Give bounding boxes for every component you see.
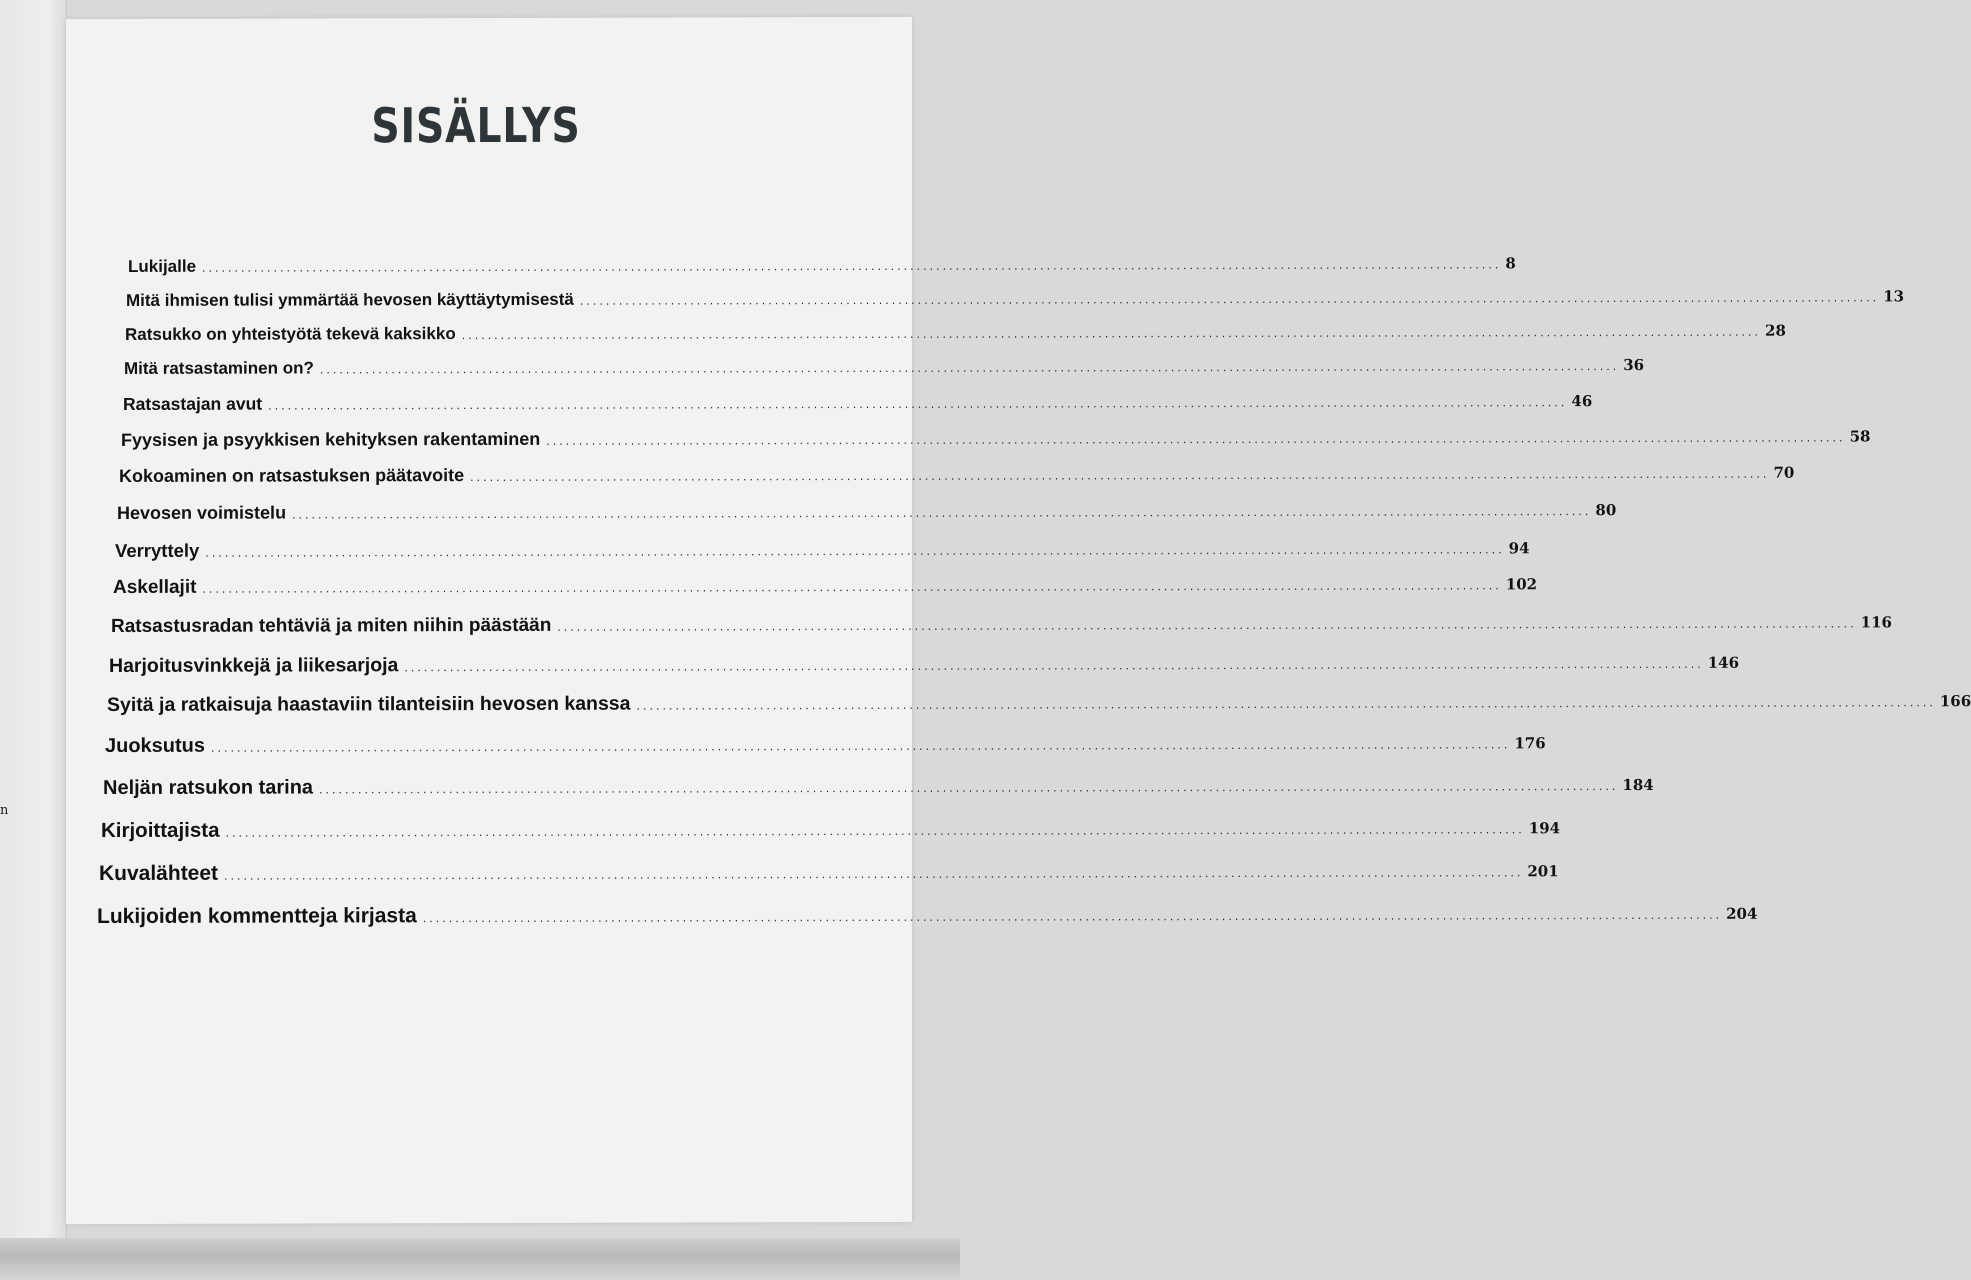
toc-entry-page-number: 204 xyxy=(1726,904,1758,923)
toc-entry xyxy=(126,287,1905,311)
toc-entry xyxy=(97,903,1758,929)
toc-entry-title: Lukijoiden kommentteja kirjasta xyxy=(97,904,417,929)
toc-entry-title: Juoksutus xyxy=(105,734,206,758)
toc-entry-page-number: 201 xyxy=(1527,862,1559,881)
toc-entry-title: Hevosen voimistelu xyxy=(117,502,287,523)
toc-entry xyxy=(125,321,1786,345)
toc-dot-leader: ........................................................................................................................................................................................................ xyxy=(636,696,1936,713)
left-page-text-fragment: n xyxy=(0,803,9,818)
toc-entry-title: Neljän ratsukon tarina xyxy=(103,776,314,800)
toc-entry-page-number: 70 xyxy=(1773,463,1795,482)
toc-entry-page-number: 36 xyxy=(1623,355,1645,375)
toc-dot-leader: ........................................................................................................................................................................................................ xyxy=(268,396,1568,413)
toc-entry-page-number: 194 xyxy=(1528,819,1561,838)
toc-entry-page-number: 58 xyxy=(1849,427,1871,446)
toc-entry-title: Mitä ihmisen tulisi ymmärtää hevosen käyttäytymisestä xyxy=(126,289,574,310)
toc-dot-leader: ........................................................................................................................................................................................................ xyxy=(225,823,1525,840)
toc-entry-title: Kirjoittajista xyxy=(101,818,220,843)
toc-entry-title: Fyysisen ja psyykkisen kehityksen rakentaminen xyxy=(121,428,541,450)
toc-entry xyxy=(99,860,1559,886)
toc-dot-leader: ........................................................................................................................................................................................................ xyxy=(205,543,1505,560)
toc-entry-title: Kuvalähteet xyxy=(99,861,219,886)
toc-dot-leader: ........................................................................................................................................................................................................ xyxy=(461,325,1762,343)
book-page xyxy=(66,17,1971,1224)
toc-entry xyxy=(113,575,1538,599)
toc-entry-page-number: 176 xyxy=(1514,734,1546,753)
toc-entry xyxy=(103,775,1654,800)
toc-dot-leader: ........................................................................................................................................................................................................ xyxy=(202,258,1502,275)
toc-entry-title: Ratsastusradan tehtäviä ja miten niihin päästään xyxy=(111,614,552,637)
toc-entry xyxy=(124,355,1645,379)
toc-entry xyxy=(119,463,1795,487)
toc-entry xyxy=(109,653,1740,678)
toc-entry xyxy=(111,613,1892,638)
toc-entry xyxy=(121,427,1871,451)
toc-entry-page-number: 94 xyxy=(1508,539,1530,558)
toc-entry-title: Verryttely xyxy=(115,539,200,561)
toc-entry-page-number: 28 xyxy=(1765,321,1786,340)
toc-entry-title: Lukijalle xyxy=(128,256,197,276)
toc-entry xyxy=(101,817,1561,843)
toc-entry-title: Ratsukko on yhteistyötä tekevä kaksikko xyxy=(125,324,456,344)
toc-entry-title: Mitä ratsastaminen on? xyxy=(124,358,314,378)
toc-entry-title: Harjoitusvinkkejä ja liikesarjoja xyxy=(109,654,399,677)
toc-dot-leader: ........................................................................................................................................................................................................ xyxy=(546,431,1846,448)
toc-dot-leader: ........................................................................................................................................................................................................ xyxy=(224,866,1524,883)
toc-entry-page-number: 146 xyxy=(1707,653,1740,672)
toc-dot-leader: ........................................................................................................................................................................................................ xyxy=(470,467,1770,485)
toc-entry-page-number: 102 xyxy=(1505,575,1538,594)
toc-entry-page-number: 80 xyxy=(1595,501,1617,520)
toc-entry xyxy=(107,692,1971,717)
toc-entry-title: Ratsastajan avut xyxy=(123,393,263,414)
toc-dot-leader: ........................................................................................................................................................................................................ xyxy=(319,780,1619,797)
toc-entry-page-number: 46 xyxy=(1571,392,1593,411)
toc-dot-leader: ........................................................................................................................................................................................................ xyxy=(422,908,1723,926)
toc-entry xyxy=(105,733,1546,758)
toc-dot-leader: ........................................................................................................................................................................................................ xyxy=(211,738,1511,755)
toc-entry-title: Askellajit xyxy=(113,576,197,598)
toc-dot-leader: ........................................................................................................................................................................................................ xyxy=(579,291,1880,308)
toc-entry-page-number: 166 xyxy=(1939,692,1971,711)
toc-entry-page-number: 116 xyxy=(1860,613,1892,632)
toc-entry xyxy=(117,501,1617,524)
toc-dot-leader: ........................................................................................................................................................................................................ xyxy=(202,579,1502,596)
toc-entry-page-number: 8 xyxy=(1505,254,1516,273)
toc-entry-page-number: 13 xyxy=(1883,287,1905,306)
toc-entry-title: Syitä ja ratkaisuja haastaviin tilanteisiin hevosen kanssa xyxy=(107,692,631,717)
left-page-edge xyxy=(0,0,67,1250)
toc-dot-leader: ........................................................................................................................................................................................................ xyxy=(319,360,1620,377)
toc-dot-leader: ........................................................................................................................................................................................................ xyxy=(292,505,1592,522)
toc-entry xyxy=(128,254,1516,277)
toc-entry xyxy=(123,392,1593,415)
page-title: SISÄLLYS xyxy=(371,97,581,155)
toc-entry-page-number: 184 xyxy=(1622,775,1654,795)
toc-dot-leader: ........................................................................................................................................................................................................ xyxy=(557,617,1857,634)
toc-dot-leader: ........................................................................................................................................................................................................ xyxy=(404,657,1704,675)
toc-entry-title: Kokoaminen on ratsastuksen päätavoite xyxy=(119,465,465,486)
toc-entry xyxy=(115,538,1530,562)
page-stack-edge xyxy=(0,1238,960,1280)
